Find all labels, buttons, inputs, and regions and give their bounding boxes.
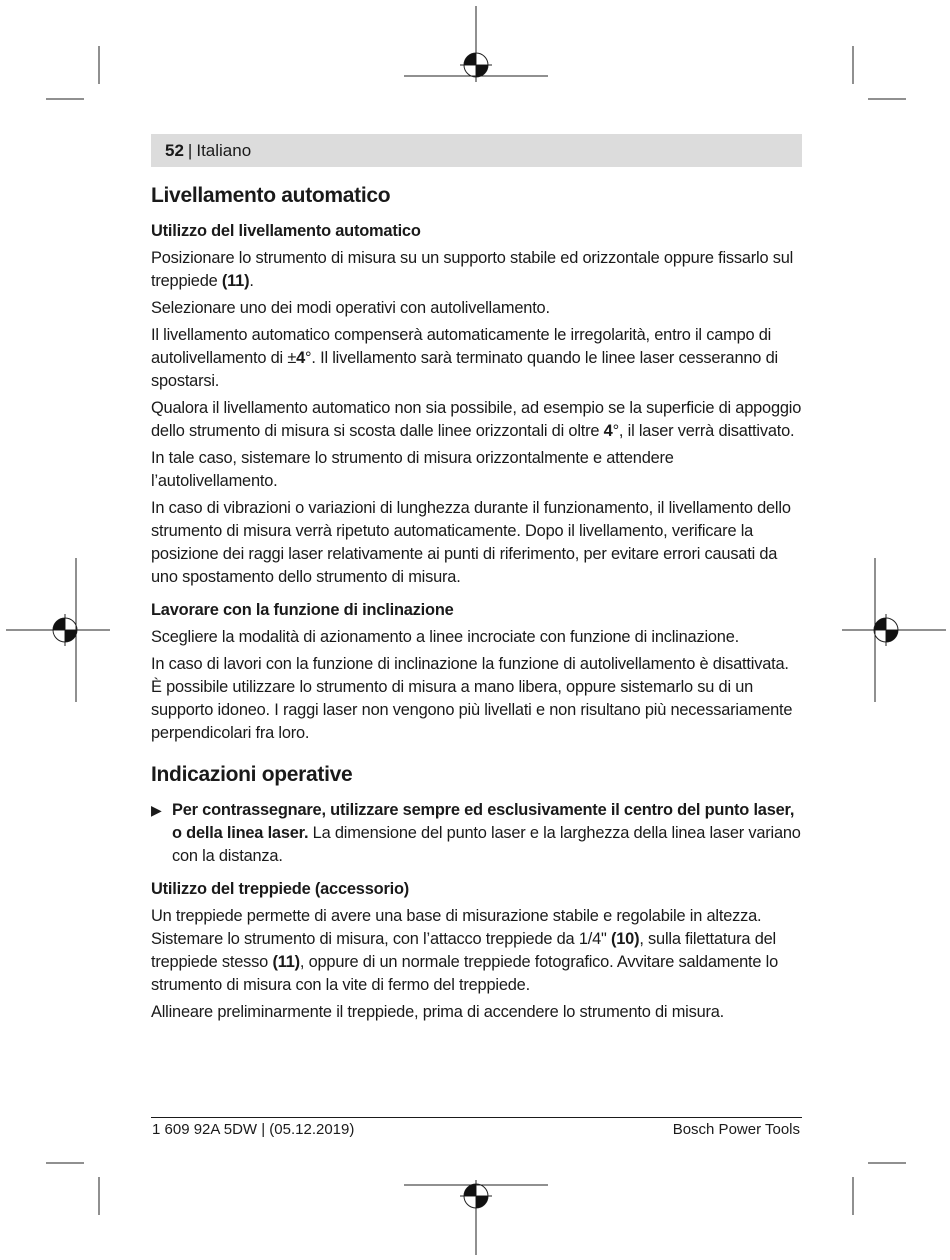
paragraph: In caso di vibrazioni o variazioni di lunghezza durante il funzionamento, il livellamento dello strumento di misura verrà ripetuto automaticamente. Dopo il livellamento, verificare la posizione dei raggi laser relativamente ai punti di riferimento, per evitare errori causati da uno spostamento dello strumento di misura.	[151, 499, 791, 586]
bullet-arrow-icon: ▶	[151, 802, 162, 818]
page-content	[151, 182, 802, 1028]
section-title-indicazioni: Indicazioni operative	[151, 763, 353, 786]
page-number: 52	[165, 140, 184, 160]
header-separator: |	[187, 140, 193, 160]
footer-brand: Bosch Power Tools	[672, 1121, 800, 1138]
paragraph: Selezionare uno dei modi operativi con autolivellamento.	[151, 299, 550, 317]
paragraph: Scegliere la modalità di azionamento a linee incrociate con funzione di inclinazione.	[151, 628, 739, 646]
paragraph: In caso di lavori con la funzione di inclinazione la funzione di autolivellamento è disattivata. È possibile utilizzare lo strumento di misura a mano libera, oppure sistemarlo su di un supporto idoneo. I raggi laser non vengono più livellati e non risultano più necessariamente perpendicolari fra loro.	[151, 655, 793, 742]
paragraph: Qualora il livellamento automatico non sia possibile, ad esempio se la superficie di appoggio dello strumento di misura si scosta dalle linee orizzontali di oltre 4°, il laser verrà disattivato.	[151, 399, 802, 440]
page-header	[151, 134, 802, 167]
section-title-livellamento: Livellamento automatico	[151, 184, 391, 207]
footer-doc-code: 1 609 92A 5DW | (05.12.2019)	[152, 1121, 355, 1138]
header-language: Italiano	[196, 140, 252, 160]
subsection-title-inclinazione: Lavorare con la funzione di inclinazione	[151, 601, 454, 619]
subsection-title-treppiede: Utilizzo del treppiede (accessorio)	[151, 880, 410, 898]
footer-rule	[151, 1117, 802, 1118]
paragraph: Posizionare lo strumento di misura su un supporto stabile ed orizzontale oppure fissarlo sul treppiede (11).	[151, 249, 794, 290]
subsection-title-utilizzo-livellamento: Utilizzo del livellamento automatico	[151, 222, 421, 240]
paragraph: Un treppiede permette di avere una base di misurazione stabile e regolabile in altezza. Sistemare lo strumento di misura, con l’attacco treppiede da 1/4" (10), sulla filettatura del treppiede stesso (11), oppure di un normale treppiede fotografico. Avvitare saldamente lo strumento di misura con la vite di fermo del treppiede.	[151, 907, 779, 994]
bullet-text: Per contrassegnare, utilizzare sempre ed esclusivamente il centro del punto laser, o della linea laser. La dimensione del punto laser e la larghezza della linea laser variano con la distanza.	[172, 801, 801, 865]
paragraph: Il livellamento automatico compenserà automaticamente le irregolarità, entro il campo di autolivellamento di ±4°. Il livellamento sarà terminato quando le linee laser cesseranno di spostarsi.	[151, 326, 778, 390]
paragraph: Allineare preliminarmente il treppiede, prima di accendere lo strumento di misura.	[151, 1003, 725, 1021]
paragraph: In tale caso, sistemare lo strumento di misura orizzontalmente e attendere l’autolivellamento.	[151, 449, 674, 490]
bullet-item	[151, 799, 802, 868]
